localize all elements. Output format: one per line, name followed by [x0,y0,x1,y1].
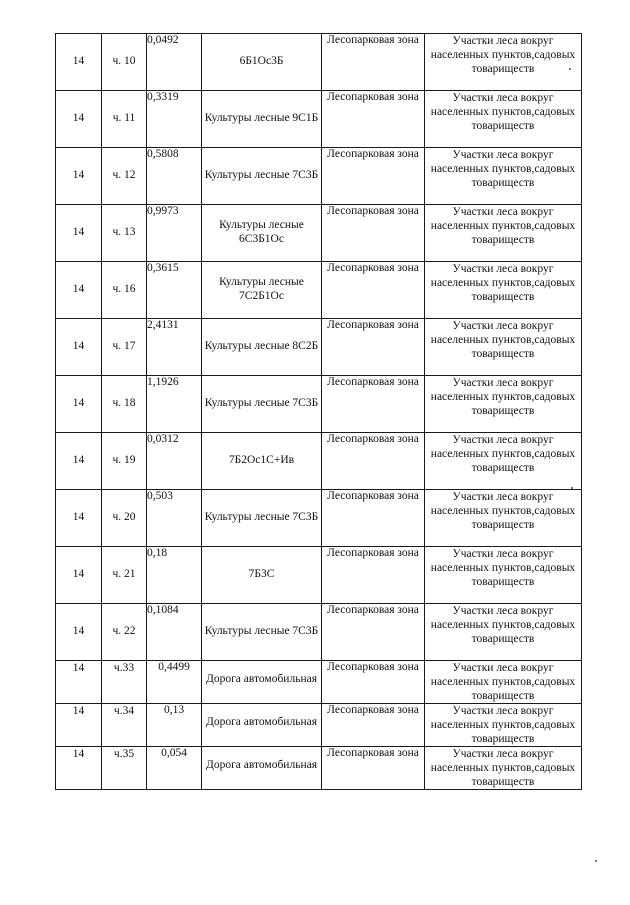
area-cell: 0,9973 [147,205,202,262]
area-cell: 0,0492 [147,34,202,91]
area-cell: 0,13 [147,704,202,747]
table-row [56,604,582,661]
area-cell: 0,1084 [147,604,202,661]
stand-description-cell: Дорога автомобильная [202,747,322,790]
stand-description-cell: 7Б3С [202,547,322,604]
quarter-number-cell: 14 [56,262,102,319]
purpose-cell: Участки леса вокруг населенных пунктов,садовых товариществ [425,604,582,661]
plot-part-cell: ч. 13 [102,205,147,262]
plot-part-cell: ч.33 [102,661,147,704]
plot-part-cell: ч. 21 [102,547,147,604]
table-row [56,747,582,790]
zone-cell: Лесопарковая зона [322,747,425,790]
stand-description-cell: 6Б1Ос3Б [202,34,322,91]
purpose-cell: Участки леса вокруг населенных пунктов,садовых товариществ [425,262,582,319]
forest-plots-table [55,33,582,790]
zone-cell: Лесопарковая зона [322,91,425,148]
table-row [56,34,582,91]
stand-description-cell: Культуры лесные 7С3Б [202,376,322,433]
table-row [56,376,582,433]
plot-part-cell: ч. 17 [102,319,147,376]
purpose-cell: Участки леса вокруг населенных пунктов,садовых товариществ [425,91,582,148]
plot-part-cell: ч. 22 [102,604,147,661]
stand-description-cell: Культуры лесные 7С3Б [202,604,322,661]
purpose-cell: Участки леса вокруг населенных пунктов,садовых товариществ [425,747,582,790]
purpose-cell: Участки леса вокруг населенных пунктов,садовых товариществ [425,547,582,604]
stand-description-cell: Культуры лесные 6С3Б1Ос [202,205,322,262]
plot-part-cell: ч. 16 [102,262,147,319]
table-row [56,148,582,205]
purpose-cell: Участки леса вокруг населенных пунктов,садовых товариществ [425,490,582,547]
quarter-number-cell: 14 [56,433,102,490]
zone-cell: Лесопарковая зона [322,262,425,319]
table-row [56,205,582,262]
area-cell: 0,503 [147,490,202,547]
zone-cell: Лесопарковая зона [322,604,425,661]
quarter-number-cell: 14 [56,376,102,433]
quarter-number-cell: 14 [56,704,102,747]
plot-part-cell: ч. 10 [102,34,147,91]
zone-cell: Лесопарковая зона [322,490,425,547]
stand-description-cell: 7Б2Ос1С+Ив [202,433,322,490]
scan-speck [571,487,573,489]
purpose-cell: Участки леса вокруг населенных пунктов,садовых товариществ [425,661,582,704]
purpose-cell: Участки леса вокруг населенных пунктов,садовых товариществ [425,34,582,91]
table-row [56,91,582,148]
quarter-number-cell: 14 [56,91,102,148]
table-row [56,490,582,547]
quarter-number-cell: 14 [56,661,102,704]
area-cell: 0,5808 [147,148,202,205]
area-cell: 0,0312 [147,433,202,490]
stand-description-cell: Культуры лесные 7С2Б1Ос [202,262,322,319]
plot-part-cell: ч.34 [102,704,147,747]
scan-speck [569,68,571,70]
table-row [56,661,582,704]
plot-part-cell: ч. 19 [102,433,147,490]
area-cell: 0,054 [147,747,202,790]
zone-cell: Лесопарковая зона [322,376,425,433]
plot-part-cell: ч. 20 [102,490,147,547]
quarter-number-cell: 14 [56,490,102,547]
quarter-number-cell: 14 [56,604,102,661]
stand-description-cell: Культуры лесные 7С3Б [202,148,322,205]
zone-cell: Лесопарковая зона [322,148,425,205]
purpose-cell: Участки леса вокруг населенных пунктов,садовых товариществ [425,433,582,490]
table-row [56,262,582,319]
area-cell: 0,18 [147,547,202,604]
purpose-cell: Участки леса вокруг населенных пунктов,садовых товариществ [425,205,582,262]
stand-description-cell: Культуры лесные 8С2Б [202,319,322,376]
purpose-cell: Участки леса вокруг населенных пунктов,садовых товариществ [425,376,582,433]
zone-cell: Лесопарковая зона [322,319,425,376]
area-cell: 0,3319 [147,91,202,148]
table-row [56,547,582,604]
plot-part-cell: ч.35 [102,747,147,790]
zone-cell: Лесопарковая зона [322,661,425,704]
zone-cell: Лесопарковая зона [322,205,425,262]
area-cell: 1,1926 [147,376,202,433]
stand-description-cell: Культуры лесные 9С1Б [202,91,322,148]
quarter-number-cell: 14 [56,205,102,262]
purpose-cell: Участки леса вокруг населенных пунктов,садовых товариществ [425,148,582,205]
area-cell: 0,3615 [147,262,202,319]
area-cell: 2,4131 [147,319,202,376]
scan-speck [595,860,597,862]
zone-cell: Лесопарковая зона [322,547,425,604]
stand-description-cell: Культуры лесные 7С3Б [202,490,322,547]
table-row [56,704,582,747]
stand-description-cell: Дорога автомобильная [202,704,322,747]
area-cell: 0,4499 [147,661,202,704]
quarter-number-cell: 14 [56,148,102,205]
quarter-number-cell: 14 [56,34,102,91]
zone-cell: Лесопарковая зона [322,433,425,490]
table-row [56,433,582,490]
plot-part-cell: ч. 12 [102,148,147,205]
stand-description-cell: Дорога автомобильная [202,661,322,704]
purpose-cell: Участки леса вокруг населенных пунктов,садовых товариществ [425,704,582,747]
plot-part-cell: ч. 18 [102,376,147,433]
zone-cell: Лесопарковая зона [322,704,425,747]
quarter-number-cell: 14 [56,547,102,604]
plot-part-cell: ч. 11 [102,91,147,148]
quarter-number-cell: 14 [56,319,102,376]
zone-cell: Лесопарковая зона [322,34,425,91]
purpose-cell: Участки леса вокруг населенных пунктов,садовых товариществ [425,319,582,376]
table-row [56,319,582,376]
quarter-number-cell: 14 [56,747,102,790]
